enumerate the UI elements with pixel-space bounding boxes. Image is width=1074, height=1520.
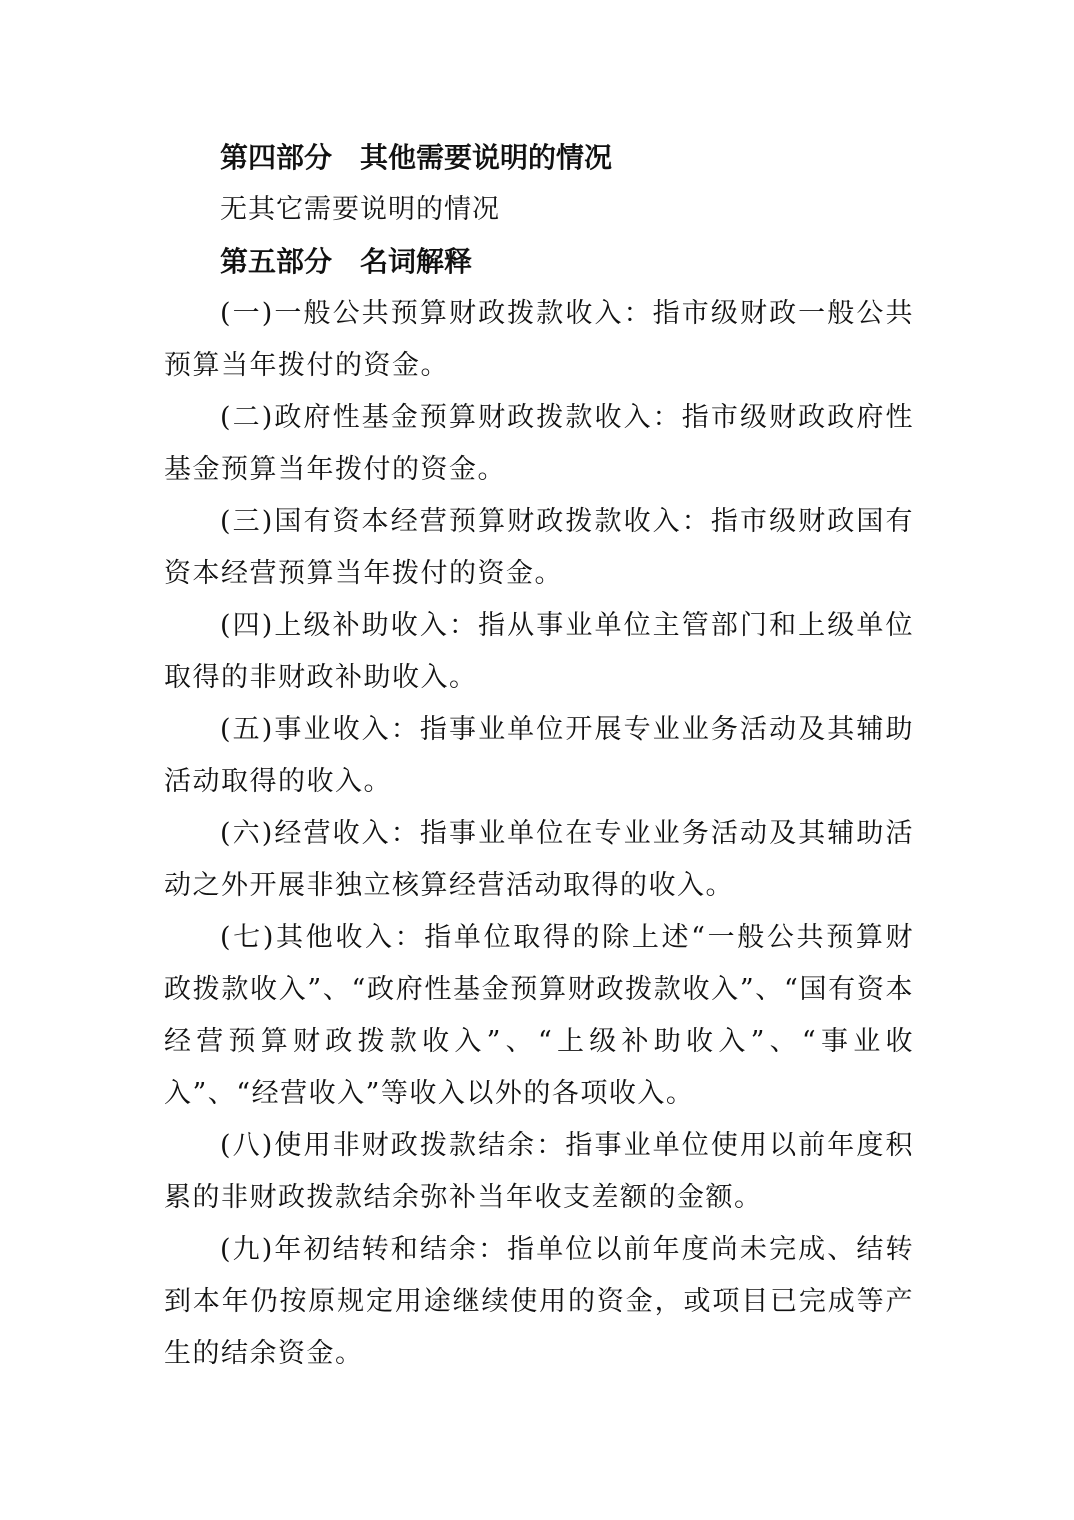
definition-item-4: (四)上级补助收入：指从事业单位主管部门和上级单位取得的非财政补助收入。 <box>164 610 914 693</box>
document-page <box>164 132 914 1380</box>
definition-item-3: (三)国有资本经营预算财政拨款收入：指市级财政国有资本经营预算当年拨付的资金。 <box>164 506 914 589</box>
definition-item-2: (二)政府性基金预算财政拨款收入：指市级财政政府性基金预算当年拨付的资金。 <box>164 402 914 485</box>
definition-item-5: (五)事业收入：指事业单位开展专业业务活动及其辅助活动取得的收入。 <box>164 714 914 797</box>
section-4-heading: 第四部分 其他需要说明的情况 <box>220 141 613 174</box>
section-4-text: 无其它需要说明的情况 <box>220 194 500 225</box>
section-5-heading: 第五部分 名词解释 <box>220 245 473 278</box>
definition-item-9: (九)年初结转和结余：指单位以前年度尚未完成、结转到本年仍按原规定用途继续使用的资金，或项目已完成等产生的结余资金。 <box>164 1234 914 1369</box>
definition-item-7: (七)其他收入：指单位取得的除上述“一般公共预算财政拨款收入”、“政府性基金预算财政拨款收入”、“国有资本经营预算财政拨款收入”、“上级补助收入”、“事业收入”、“经营收入”等收入以外的各项收入。 <box>164 922 914 1109</box>
definition-item-6: (六)经营收入：指事业单位在专业业务活动及其辅助活动之外开展非独立核算经营活动取得的收入。 <box>164 818 914 901</box>
definition-item-8: (八)使用非财政拨款结余：指事业单位使用以前年度积累的非财政拨款结余弥补当年收支差额的金额。 <box>164 1130 914 1213</box>
definition-item-1: (一)一般公共预算财政拨款收入：指市级财政一般公共预算当年拨付的资金。 <box>164 298 914 381</box>
